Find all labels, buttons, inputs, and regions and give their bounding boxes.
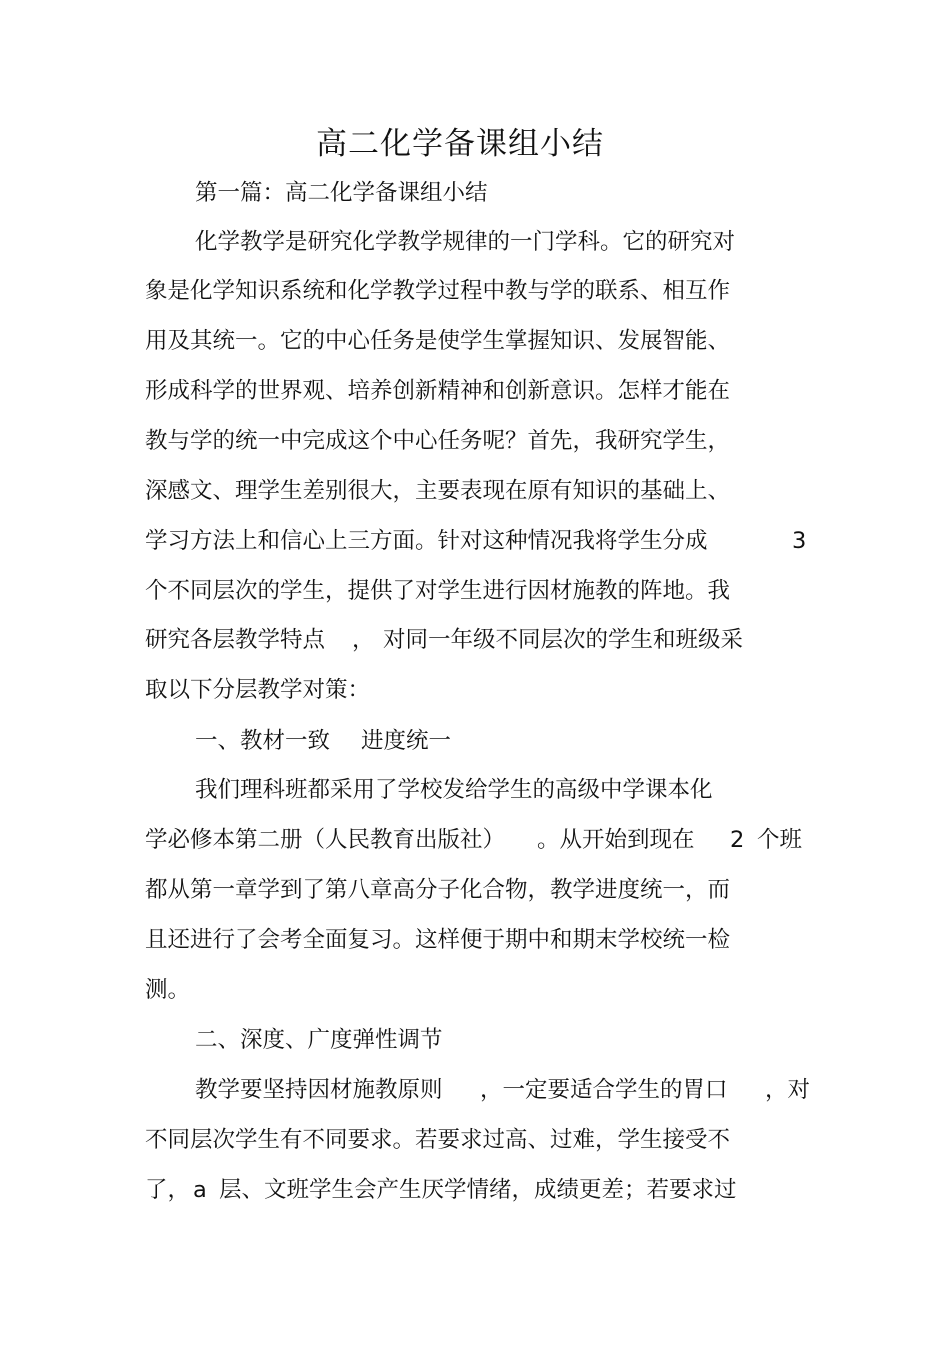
paragraph-line: 学必修本第二册（人民教育出版社）	[145, 827, 506, 853]
paragraph-line: 对同一年级不同层次的学生和班级采	[383, 627, 744, 653]
paragraph-line: 。从开始到现在	[537, 827, 695, 853]
paragraph-line: 个不同层次的学生，提供了对学生进行因材施教的阵地。我	[145, 578, 731, 604]
paragraph-line: 都从第一章学到了第八章高分子化合物，教学进度统一，而	[145, 877, 731, 903]
paragraph-line: 形成科学的世界观、培养创新精神和创新意识。怎样才能在	[145, 378, 731, 404]
paragraph-line: 教学要坚持因材施教原则	[195, 1077, 443, 1103]
document-title: 高二化学备课组小结	[316, 126, 604, 162]
number-fragment: 2	[730, 827, 745, 853]
paragraph-line: 层、文班学生会产生厌学情绪，成绩更差；若要求过	[219, 1177, 737, 1203]
paragraph-line: 且还进行了会考全面复习。这样便于期中和期末学校统一检	[145, 927, 731, 953]
paragraph-line: 象是化学知识系统和化学教学过程中教与学的联系、相互作	[145, 278, 731, 304]
paragraph-line: 测。	[145, 977, 191, 1003]
paragraph-line: 教与学的统一中完成这个中心任务呢？首先，我研究学生，	[145, 428, 731, 454]
paragraph-line: 深感文、理学生差别很大，主要表现在原有知识的基础上、	[145, 478, 731, 504]
section-heading: 二、深度、广度弹性调节	[195, 1027, 443, 1053]
paragraph-line: 个班	[757, 827, 803, 853]
paragraph-line: 取以下分层教学对策：	[145, 677, 371, 703]
section-heading: 一、教材一致	[195, 728, 331, 754]
paragraph-line: 用及其统一。它的中心任务是使学生掌握知识、发展智能、	[145, 328, 731, 354]
paragraph-line: 我们理科班都采用了学校发给学生的高级中学课本化	[195, 777, 713, 803]
section-heading: 进度统一	[361, 728, 452, 754]
paragraph-line: 化学教学是研究化学教学规律的一门学科。它的研究对	[195, 229, 736, 255]
paragraph-line: 了，	[145, 1177, 191, 1203]
paragraph-line: 不同层次学生有不同要求。若要求过高、过难，学生接受不	[145, 1127, 731, 1153]
paragraph-line: 学习方法上和信心上三方面。针对这种情况我将学生分成	[145, 528, 708, 554]
subtitle-line: 第一篇：高二化学备课组小结	[195, 180, 488, 206]
punctuation-fragment: ，	[352, 627, 375, 653]
number-fragment: 3	[792, 528, 807, 554]
letter-fragment: a	[193, 1177, 207, 1203]
paragraph-line: ，对	[765, 1077, 811, 1103]
paragraph-line: 研究各层教学特点	[145, 627, 326, 653]
paragraph-line: ，一定要适合学生的胃口	[480, 1077, 728, 1103]
